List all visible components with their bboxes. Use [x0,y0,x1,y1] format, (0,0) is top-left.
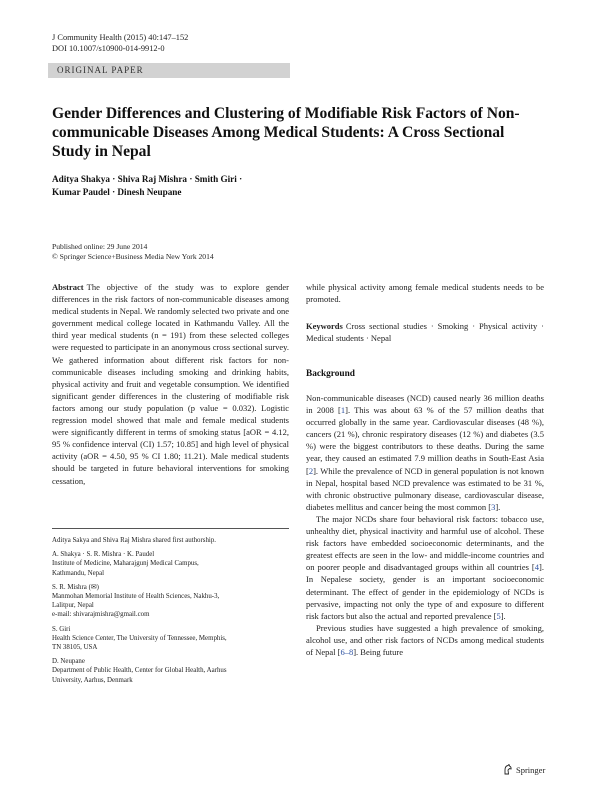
article-title: Gender Differences and Clustering of Modifiable Risk Factors of Non-communicable Diseases Among Medical Students: A Cross Sectional Study in Nepal [52,105,520,160]
abstract [52,281,289,487]
article-type: ORIGINAL PAPER [57,65,144,75]
affiliation-3: S. Giri Health Science Center, The University of Tennessee, Memphis, TN 38105, USA [52,625,227,652]
keywords-label: Keywords [306,321,343,331]
footnotes [52,536,289,690]
authors-line-1: Aditya Shakya · Shiva Raj Mishra · Smith Giri · [52,174,243,184]
copyright: © Springer Science+Business Media New York 2014 [52,252,214,261]
author-list [52,173,352,199]
affiliation-1: A. Shakya · S. R. Mishra · K. Paudel Institute of Medicine, Maharajgunj Medical Campus, Kathmandu, Nepal [52,551,199,577]
journal-citation: J Community Health (2015) 40:147–152 [52,33,189,42]
citation-link[interactable]: 5 [496,610,501,621]
paragraph-1: Non-communicable diseases (NCD) caused nearly 36 million deaths in 2008 [1]. This was about 63 % of the 57 million deaths that occurred globally in the same year. Cardiovascular diseases (48 %), cancers (21 %), chronic respiratory diseases (12 %) and diabetes (3.5 %) were the biggest contributors to these deaths. During the same year, they caused an estimated 7.9 million deaths in South-East Asia [2]. While the prevalence of NCD in general population is not known in Nepal, hospital based NCD prevalence was estimated to be 31 %, with chronic obstructive pulmonary disease, cardiovascular disease, diabetes mellitus and cancer being the most common [3]. [306,393,544,512]
affiliation-4: D. Neupane Department of Public Health, Center for Global Health, Aarhus University, Aarhus, Denmark [52,658,227,684]
keywords-text: Cross sectional studies · Smoking · Physical activity · Medical students · Nepal [306,321,544,344]
authors-line-2: Kumar Paudel · Dinesh Neupane [52,187,182,197]
paragraph-2: The major NCDs share four behavioral risk factors: tobacco use, unhealthy diet, physical inactivity and harmful use of alcohol. These risk factors have embedded socioeconomic determinants, and the greatest effects are seen in the low- and middle-income countries and on poorer people and disadvantaged groups within all countries [4]. In Nepalese society, gender is an important socioeconomic determinant. The effect of gender in the epidemiology of NCDs is pervasive, impacting not only the type of and exposure to different risk factors but also the actual and reported prevalence [5]. [306,513,544,621]
shared-authorship-note: Aditya Sakya and Shiva Raj Mishra shared first authorship. [52,537,217,544]
paragraph-3: Previous studies have suggested a high prevalence of smoking, alcohol use, and other risk factors of NCDs among medical students of Nepal [6–8]. Being future [306,622,544,657]
affiliation-2: S. R. Mishra (✉) Manmohan Memorial Institute of Health Sciences, Nakhu-3, Lalitpur, Nepal e-mail: shivarajmishra@gmail.com [52,583,220,619]
citation-link[interactable]: 1 [340,405,346,416]
abstract-continuation: while physical activity among female medical students needs to be promoted. [306,282,544,305]
author-email[interactable]: e-mail: shivarajmishra@gmail.com [52,611,150,619]
citation-link[interactable]: 4 [534,562,540,573]
footnote-divider [52,528,289,529]
springer-horse-icon [503,764,513,775]
keywords [306,320,544,344]
publication-info [52,242,214,262]
journal-header [52,33,188,54]
background-heading: Background [306,369,355,379]
citation-link[interactable]: 2 [308,465,314,476]
citation-link[interactable]: 6–8 [340,646,354,657]
published-online: Published online: 29 June 2014 [52,242,148,251]
doi: DOI 10.1007/s10900-014-9912-0 [52,43,165,53]
abstract-text: The objective of the study was to explore gender differences in the risk factors of non-communicable diseases among medical students in Nepal. We randomly selected two private and one government medical college located in Kathmandu Valley. All the third year medical students (n = 191) from these selected colleges were requested to participate in an anonymous cross sectional survey. We gathered information about different risk factors for non-communicable diseases including smoking and drinking habits, physical activity and fruit and vegetable consumption. We identified significant gender differences in the clustering of modifiable risk factors among our study population (p value = 0.032). Logistic regression model showed that male and female medical students were significantly different in terms of smoking status [aOR = 4.12, 95 % confidence interval (CI) 1.57; 10.85] and high level of physical activity (aOR = 4.50, 95 % CI 1.80; 11.21). Male medical students should be targeted in future behavioral interventions for smoking cessation, [52,282,289,486]
citation-link[interactable]: 3 [491,501,496,512]
publisher-name: Springer [516,764,546,775]
publisher-logo [503,764,545,775]
abstract-label: Abstract [52,282,84,292]
background-body [306,392,544,658]
